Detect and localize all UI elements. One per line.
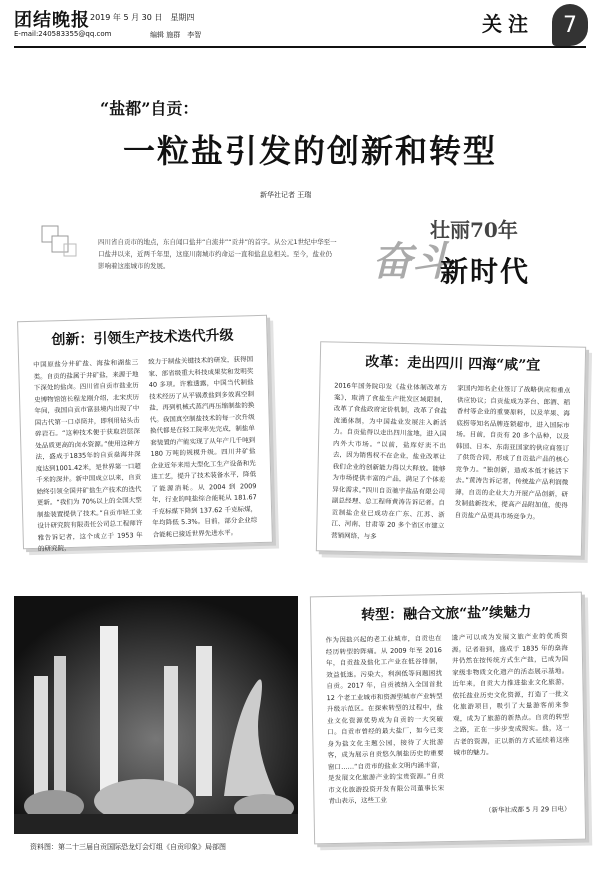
- newspaper-logo: 团结晚报: [14, 10, 90, 31]
- card-column: 家国内知名企业签订了战略供应和重点供应协议；自贡盐成为茅台、郎酒、稻香村等企业的重要原料，以及苹果、海底捞等知名品牌连锁超市，进入国际市场。目前，自贡有 20 多个品种，以及韩国、日本、东南亚国家的供应商签订了供货合同，形成了自贡盐产品的核心竞争力。“独创新，造成本低才能活下去。”黄涛告诉记者，传统盐产品利润微薄，自贡的企业大力开展产品创新，研发制盐新技术，提高产品附加值，使得自贡盐产品更具市场竞争力。: [454, 384, 571, 521]
- section-tag: 关注: [482, 12, 534, 36]
- article-intro: 四川省自贡市的地点，东自闻口盐井“自流井”“贡井”的首字。从公元1世纪中华至一口盐井以来，近两千年里，这座川南城市约命运一直和盐息息相关。至今，盐业仍影响着这座城市的发展。: [98, 238, 337, 270]
- article-subtitle: “盐都”自贡：: [100, 99, 199, 118]
- card-column: 致力于制盐关键技术的研发，获得国家、部省级重大科技成果奖和发明奖40 多项。许雅透露，中国当代制盐技术经历了从平锅煮盐到多效真空制盐，再到机械式蒸汽再压缩制盐的换代。我国真空制盐技术的每一次升级换代都是在轻工院率先完成，制盐单套装置的产能实现了从年产几千吨到 180 万吨的规模升级。四川井矿盐企业近年来用大型化工生产设备和先进工艺，提升了技术装备水平，降低了能源消耗。从 2004 到 2009 年，行业的吨盐综合能耗从 181.67 千克标煤下降到 137.62 千克标煤，年均降低 5.3%。目前，部分企业综合能耗已接近世界先进水平。: [148, 355, 258, 539]
- section-card-reform: [316, 341, 586, 557]
- banner-script-text: 奋斗: [372, 238, 452, 285]
- page-number-badge: 7: [552, 4, 588, 46]
- card-title: 创新：引领生产技术迭代升级: [51, 327, 234, 349]
- card-column: 2016年国务院印发《盐业体制改革方案》，取消了食盐生产批发区域限制，改革了食盐政府定价机制，改革了食盐流通体制，为中国盐业发展注入新活力。自贡盐得以走出四川盆地，进入国内外大市场。“以前，盐库好卖不出去，因为销售权不在企业，盐业改革让我们企业的创新能力得以大释放。能够为市场提供丰富的产品，满足了个体差异化需求。”四川自贡驰宇盐品有限公司副总经理、总工程师黄涛告诉记者。自贡制盐企业已成功在广东、江苏、浙江、河南、甘肃等 20 多个省区市建立营销网络，与多: [331, 381, 448, 540]
- masthead-rule: [14, 46, 586, 48]
- banner-line-1: 壮丽70年: [430, 218, 518, 242]
- photo-caption: 资料图：第二十三届自贡国际恐龙灯会灯组《自贡印象》局部图: [30, 843, 226, 851]
- banner-line-2: 新时代: [440, 255, 531, 288]
- editor-credit: 编辑 施群 李智: [150, 31, 202, 39]
- issue-date: 2019 年 5 月 30 日 星期四: [90, 13, 195, 22]
- card-column: 遗产可以成为发展文旅产业的优质资源。记者看到，盛成于 1835 年的燊海井仍然在按传统方式生产盐，已成为国家级非物质文化遗产的活态展示基地。近年来，自贡大力推进盐业文化旅游，依托盐业历史文化资源，打造了一批文化旅游项目，吸引了大量游客前来参观，成为了旅游的新热点。自贡的转型之路，正在一步步变成现实。盐，这一古老的资源，正以新的方式延续着这座城市的魅力。: [451, 631, 570, 757]
- card-title: 转型：融合文旅“盐”续魅力: [360, 604, 532, 624]
- card-title: 改革：走出四川 四海“咸”宜: [365, 354, 541, 374]
- card-column: 作为因盐兴起的老工业城市，自贡也在经历转型的阵痛。从 2009 年至 2016 年，自贡盐及盐化工产业在低谷徘徊，效益低迷。污染大，利润低等问题困扰自贡。2017 年，自贡被纳入全国首批 12 个老工业城市和资源型城市产业转型升级示范区。在探索转型的过程中，盐业文化资源优势成为自贡的一大突破口。自贡市曾经的最大盐厂，如今已变身为盐文化主题公园，接待了大批游客，成为展示自贡悠久制盐历史的重要窗口……“自贡市的盐业文明内涵丰富，是发展文化旅游产业的宝贵资源。”自贡市文化旅游投资开发有限公司董事长宋青山表示，这些工业: [325, 634, 445, 806]
- section-card-innovation: [17, 315, 273, 553]
- card-column: 中国原盐分井矿盐、海盐和湖盐三类。自贡的盐属于井矿盐，来源于地下深处的盐卤。四川省自贡市盐业历史博物馆馆长程龙刚介绍，北宋庆历年间，我国自贡市富县境内出现了中国古代第一口卓筒井，即利用钻头击碎岩石。“这种技术便于获取岩层深处品质更高的卤水资源。”使用这种方法，盛成于1835年的自贡燊海井深度达到1001.42米，是世界第一口超千米的深井。新中国成立以来，自贡始终引领全国井矿盐生产技术的迭代更新。“我们为 70%以上的全国大型制盐装置提供了技术。”自贡市轻工业设计研究院有限责任公司总工程师许雅告诉记者，这个成立于 1953 年的研究院，: [33, 358, 143, 553]
- article-headline: 一粒盐引发的创新和转型: [122, 132, 497, 170]
- section-card-transformation: [310, 592, 586, 845]
- article-signoff: （新华社成都 5 月 29 日电）: [484, 804, 571, 814]
- decorative-squares-icon: [40, 222, 90, 262]
- article-byline: 新华社记者 王瑞: [260, 191, 312, 199]
- lantern-photo-illustration: [14, 596, 298, 834]
- lantern-festival-photo: [14, 596, 298, 834]
- contact-email: E-mail:240583355@qq.com: [14, 30, 112, 38]
